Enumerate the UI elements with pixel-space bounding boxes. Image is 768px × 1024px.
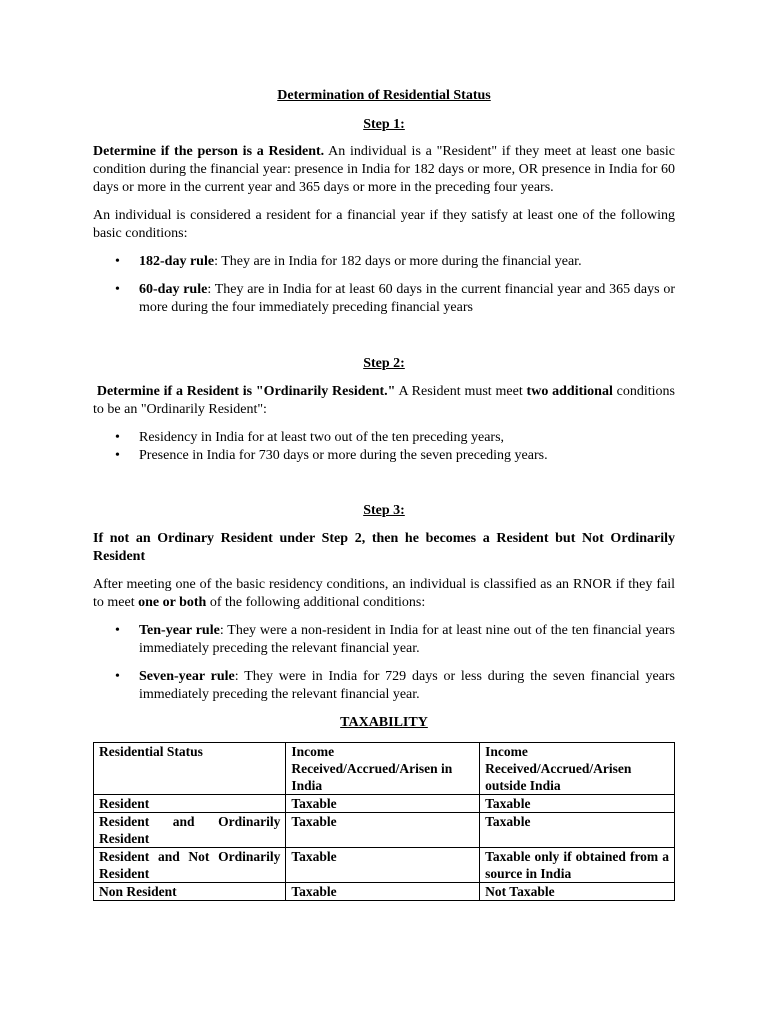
table-row bbox=[94, 883, 675, 901]
bullet-icon: • bbox=[115, 669, 120, 684]
step1-conditions-paragraph: An individual is considered a resident for a financial year if they satisfy at least one of the following basic conditions: bbox=[93, 208, 675, 241]
step1-lead-paragraph bbox=[93, 143, 675, 197]
bullet-icon: • bbox=[115, 282, 120, 297]
step1-lead-text: An individual is a "Resident" if they meet at least one basic condition during the financial year: presence in India for 182 days or more, OR presence in India for 60 days or more in the current year and 365 days or more in the preceding four years. bbox=[93, 144, 675, 195]
list-item: • Ten-year rule: They were a non-resident in India for at least nine out of the ten financial years immediately preceding the relevant financial year. bbox=[115, 623, 675, 656]
step3-lead-paragraph: If not an Ordinary Resident under Step 2, then he becomes a Resident but Not Ordinarily Resident bbox=[93, 531, 675, 564]
table-cell: Resident and Ordinarily Resident bbox=[94, 813, 286, 848]
table-cell: Taxable bbox=[286, 813, 480, 848]
table-cell: Taxable bbox=[480, 813, 675, 848]
step2-lead-paragraph: Determine if a Resident is "Ordinarily Resident." A Resident must meet two additional conditions to be an "Ordinarily Resident": bbox=[93, 384, 675, 417]
table-cell: Resident bbox=[94, 795, 286, 813]
table-header-row bbox=[94, 743, 675, 795]
step3-heading: Step 3: bbox=[363, 503, 405, 518]
document-body bbox=[93, 87, 675, 901]
table-cell: Resident and Not Ordinarily Resident bbox=[94, 848, 286, 883]
step2-bullet-list bbox=[93, 429, 675, 465]
table-header-cell: Residential Status bbox=[94, 743, 286, 795]
step1-lead-bold: Determine if the person is a Resident. bbox=[93, 144, 325, 159]
table-cell: Taxable bbox=[480, 795, 675, 813]
taxability-table bbox=[93, 742, 675, 901]
bullet-icon: • bbox=[115, 448, 120, 463]
list-item: • Presence in India for 730 days or more during the seven preceding years. bbox=[115, 448, 548, 463]
taxability-heading: TAXABILITY bbox=[340, 715, 428, 730]
table-row bbox=[94, 795, 675, 813]
step3-conditions-paragraph: After meeting one of the basic residency conditions, an individual is classified as an RNOR if they fail to meet one or both of the following additional conditions: bbox=[93, 577, 675, 610]
table-cell: Taxable bbox=[286, 848, 480, 883]
table-cell: Taxable bbox=[286, 883, 480, 901]
document-title: Determination of Residential Status bbox=[277, 88, 491, 103]
table-row bbox=[94, 848, 675, 883]
bullet-icon: • bbox=[115, 254, 120, 269]
bullet-icon: • bbox=[115, 623, 120, 638]
list-item: • 60-day rule: They are in India for at least 60 days in the current financial year and 365 days or more during the four immediately preceding financial years bbox=[115, 282, 675, 315]
table-header-cell: Income Received/Accrued/Arisen outside India bbox=[480, 743, 675, 795]
table-cell: Not Taxable bbox=[480, 883, 675, 901]
step1-bullet-list bbox=[93, 253, 675, 317]
table-cell: Taxable bbox=[286, 795, 480, 813]
table-cell: Non Resident bbox=[94, 883, 286, 901]
table-cell: Taxable only if obtained from a source in India bbox=[480, 848, 675, 883]
step1-heading: Step 1: bbox=[363, 117, 405, 132]
step2-heading: Step 2: bbox=[363, 356, 405, 371]
table-header-cell: Income Received/Accrued/Arisen in India bbox=[286, 743, 480, 795]
list-item: • Residency in India for at least two out of the ten preceding years, bbox=[115, 430, 505, 445]
table-row bbox=[94, 813, 675, 848]
list-item: • 182-day rule: They are in India for 182 days or more during the financial year. bbox=[115, 254, 582, 269]
bullet-icon: • bbox=[115, 430, 120, 445]
step3-bullet-list bbox=[93, 622, 675, 704]
list-item: • Seven-year rule: They were in India for 729 days or less during the seven financial years immediately preceding the relevant financial year. bbox=[115, 669, 675, 702]
